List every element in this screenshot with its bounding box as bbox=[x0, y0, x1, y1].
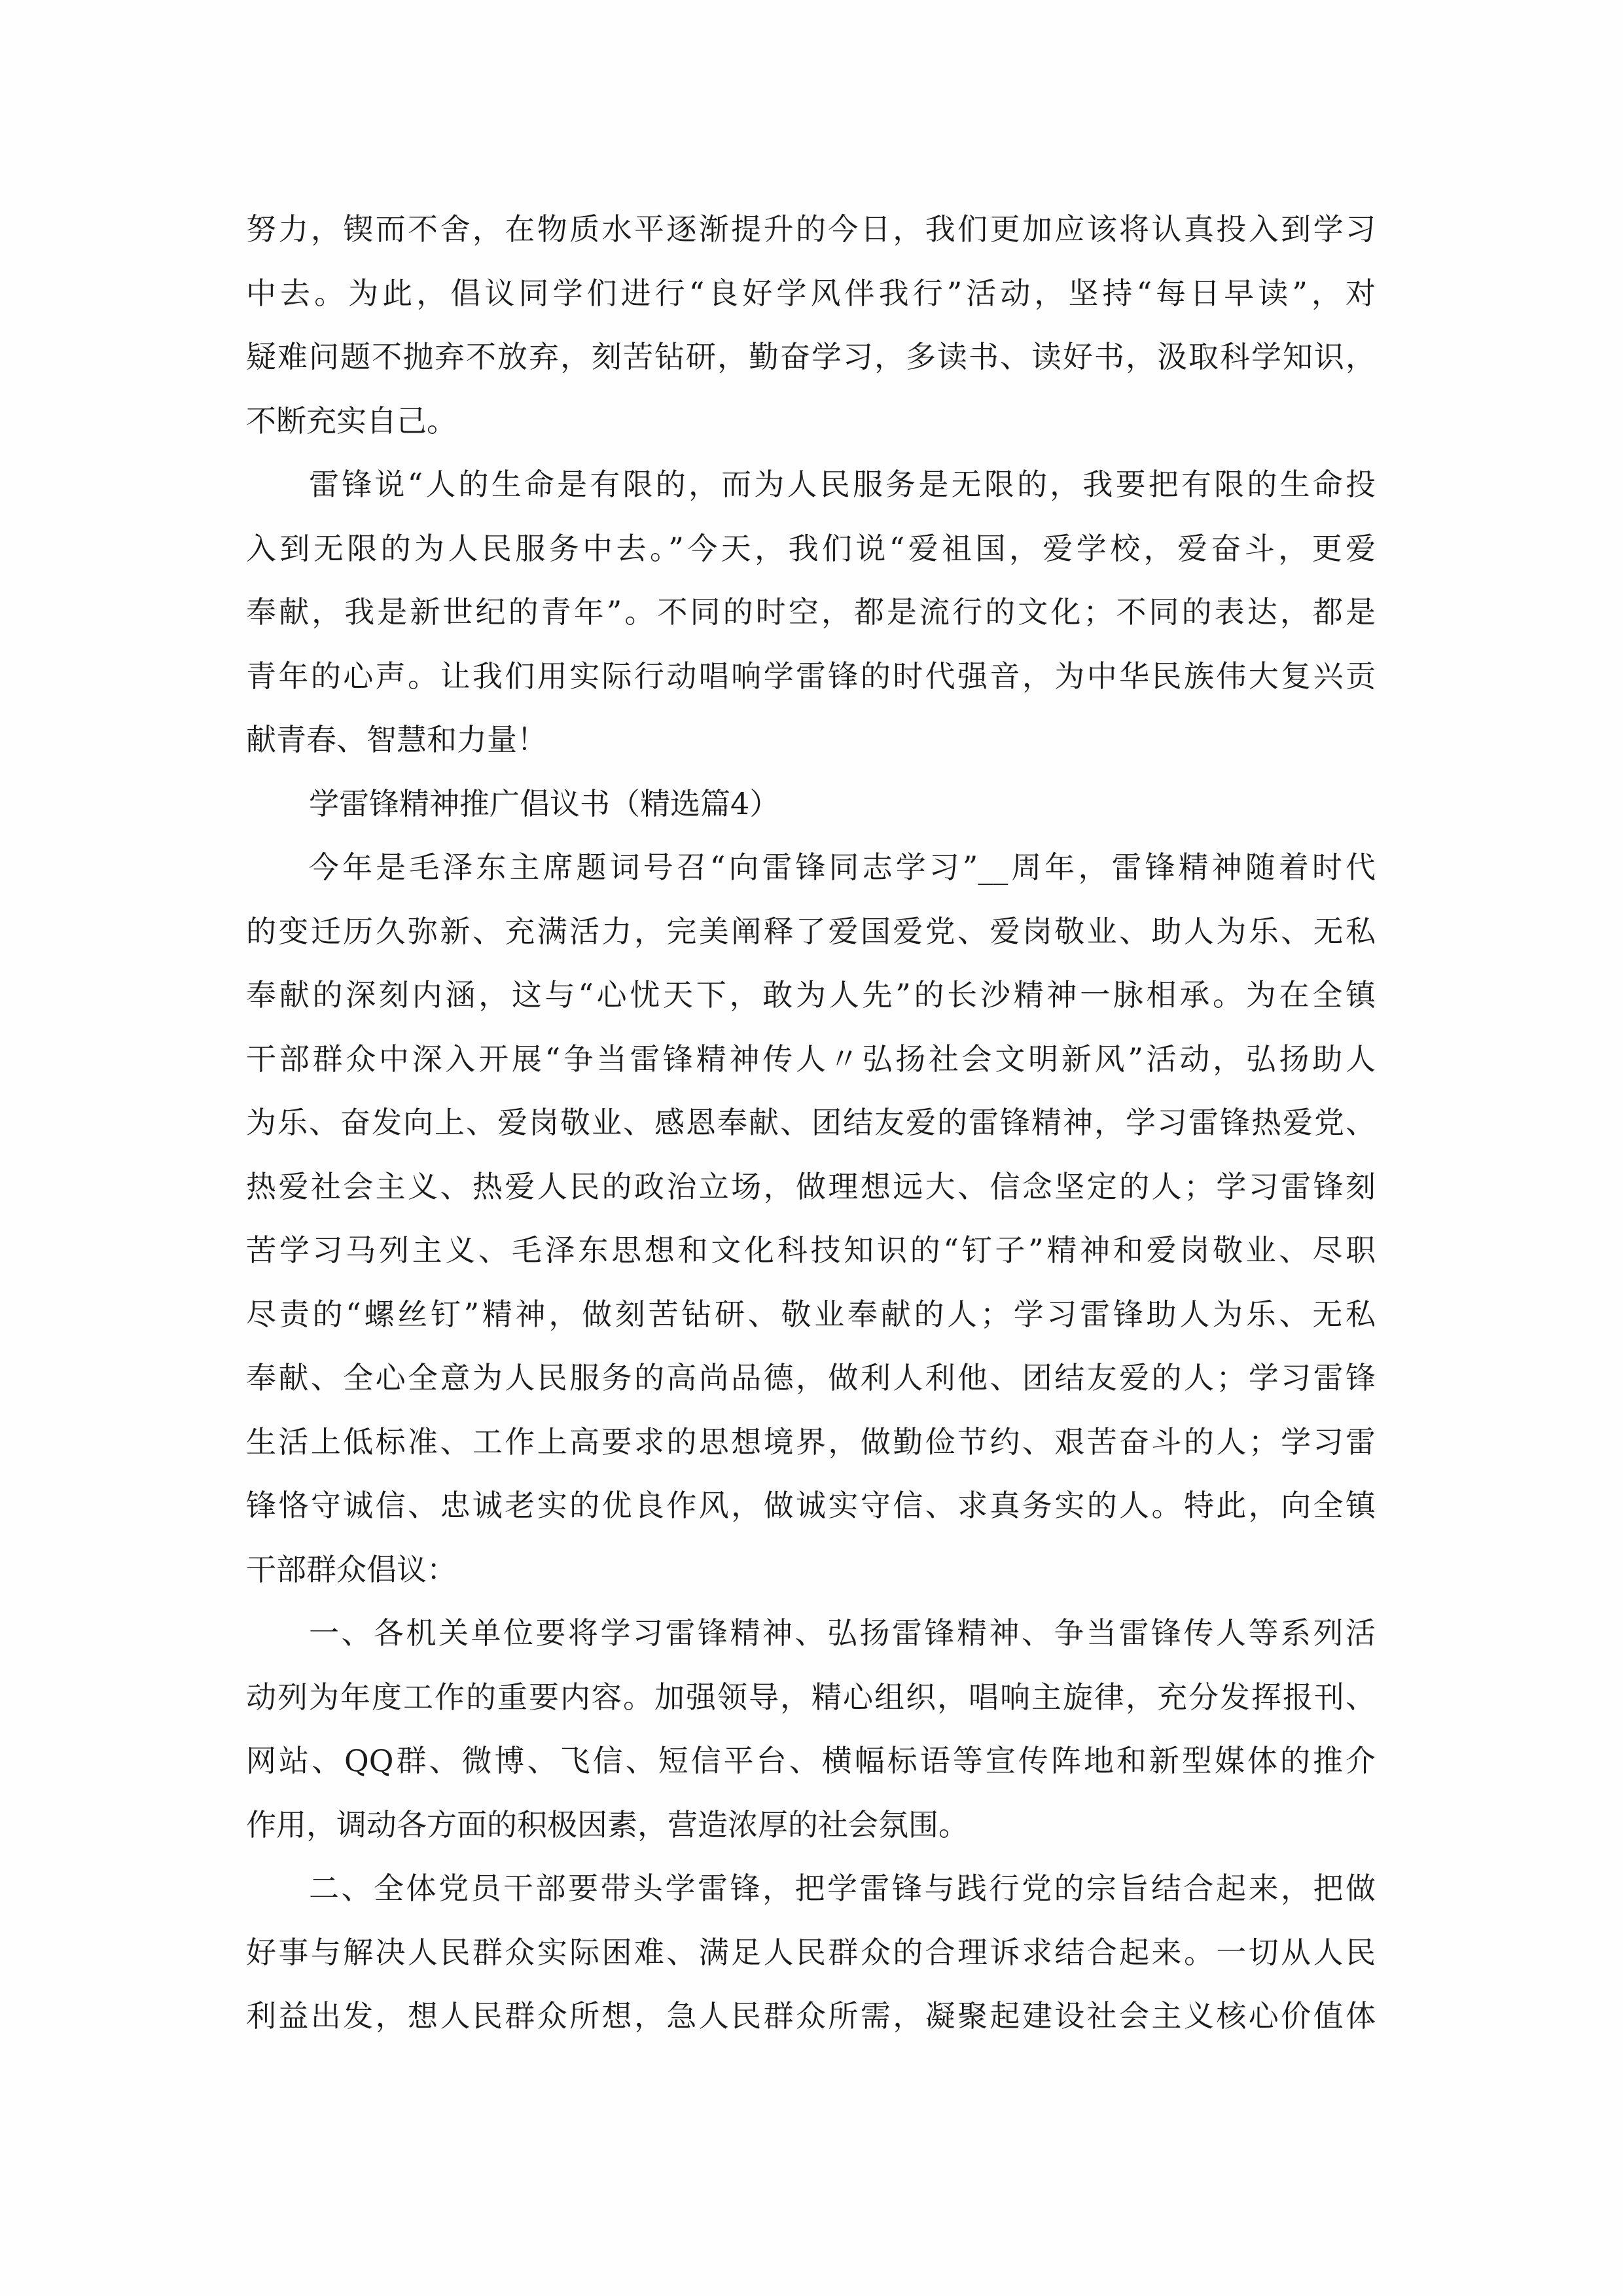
text-line: 网站、QQ群、微博、飞信、短信平台、横幅标语等宣传阵地和新型媒体的推介 bbox=[246, 1743, 1376, 1778]
heading-line: 学雷锋精神推广倡议书（精选篇4） bbox=[309, 785, 780, 821]
text-line: 好事与解决人民群众实际困难、满足人民群众的合理诉求结合起来。一切从人民 bbox=[246, 1934, 1376, 1970]
document-body bbox=[246, 198, 1376, 2049]
text-line: 动列为年度工作的重要内容。加强领导，精心组织，唱响主旋律，充分发挥报刊、 bbox=[246, 1679, 1376, 1715]
text-line: 不断充实自己。 bbox=[246, 403, 457, 439]
text-line: 干部群众倡议： bbox=[246, 1551, 457, 1587]
text-line: 为乐、奋发向上、爱岗敬业、感恩奉献、团结友爱的雷锋精神，学习雷锋热爱党、 bbox=[246, 1105, 1376, 1140]
paragraph bbox=[246, 1602, 1376, 1857]
text-line: 苦学习马列主义、毛泽东思想和文化科技知识的“钉子”精神和爱岗敬业、尽职 bbox=[246, 1232, 1376, 1268]
text-line: 雷锋说“人的生命是有限的，而为人民服务是无限的，我要把有限的生命投 bbox=[309, 467, 1376, 502]
text-line: 努力，锲而不舍，在物质水平逐渐提升的今日，我们更加应该将认真投入到学习 bbox=[246, 211, 1376, 247]
section-heading bbox=[246, 772, 1376, 836]
text-line: 奉献，我是新世纪的青年”。不同的时空，都是流行的文化；不同的表达，都是 bbox=[246, 594, 1376, 630]
text-line: 作用，调动各方面的积极因素，营造浓厚的社会氛围。 bbox=[246, 1806, 969, 1842]
text-line: 利益出发，想人民群众所想，急人民群众所需，凝聚起建设社会主义核心价值体 bbox=[246, 1998, 1376, 2034]
paragraph bbox=[246, 836, 1376, 1602]
text-line: 锋恪守诚信、忠诚老实的优良作风，做诚实守信、求真务实的人。特此，向全镇 bbox=[246, 1488, 1376, 1523]
text-line: 入到无限的为人民服务中去。”今天，我们说“爱祖国，爱学校，爱奋斗，更爱 bbox=[246, 530, 1376, 566]
text-line: 奉献的深刻内涵，这与“心忧天下，敢为人先”的长沙精神一脉相承。为在全镇 bbox=[246, 977, 1376, 1013]
paragraph bbox=[246, 198, 1376, 453]
paragraph bbox=[246, 453, 1376, 772]
paragraph bbox=[246, 1857, 1376, 2049]
text-line: 献青春、智慧和力量！ bbox=[246, 722, 547, 757]
text-line: 一、各机关单位要将学习雷锋精神、弘扬雷锋精神、争当雷锋传人等系列活 bbox=[309, 1615, 1376, 1651]
text-line: 热爱社会主义、热爱人民的政治立场，做理想远大、信念坚定的人；学习雷锋刻 bbox=[246, 1168, 1376, 1204]
text-line: 奉献、全心全意为人民服务的高尚品德，做利人利他、团结友爱的人；学习雷锋 bbox=[246, 1360, 1376, 1395]
text-line: 青年的心声。让我们用实际行动唱响学雷锋的时代强音，为中华民族伟大复兴贡 bbox=[246, 658, 1376, 694]
text-line: 疑难问题不抛弃不放弃，刻苦钻研，勤奋学习，多读书、读好书，汲取科学知识， bbox=[246, 339, 1376, 374]
text-line: 尽责的“螺丝钉”精神，做刻苦钻研、敬业奉献的人；学习雷锋助人为乐、无私 bbox=[246, 1296, 1376, 1332]
text-line: 二、全体党员干部要带头学雷锋，把学雷锋与践行党的宗旨结合起来，把做 bbox=[309, 1871, 1376, 1906]
text-line: 今年是毛泽东主席题词号召“向雷锋同志学习”__周年，雷锋精神随着时代 bbox=[309, 850, 1376, 885]
text-line: 干部群众中深入开展“争当雷锋精神传人〃弘扬社会文明新风”活动，弘扬助人 bbox=[246, 1041, 1376, 1077]
text-line: 生活上低标准、工作上高要求的思想境界，做勤俭节约、艰苦奋斗的人；学习雷 bbox=[246, 1424, 1376, 1460]
text-line: 的变迁历久弥新、充满活力，完美阐释了爱国爱党、爱岗敬业、助人为乐、无私 bbox=[246, 913, 1376, 949]
text-line: 中去。为此，倡议同学们进行“良好学风伴我行”活动，坚持“每日早读”，对 bbox=[246, 275, 1376, 311]
